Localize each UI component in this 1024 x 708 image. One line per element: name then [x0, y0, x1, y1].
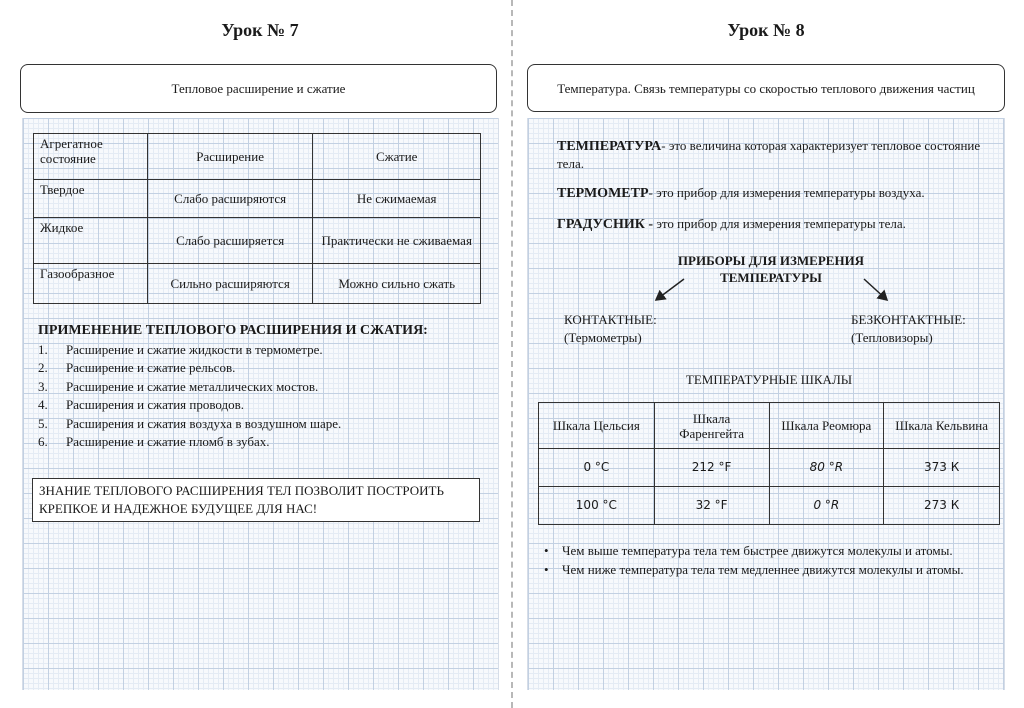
- definition-text: - это величина которая характеризует тепловое состояние тела.: [557, 138, 981, 171]
- list-item: Расширение и сжатие жидкости в термометре.: [66, 342, 323, 357]
- list-item: Расширения и сжатия проводов.: [66, 397, 245, 413]
- list-item: Расширения и сжатия воздуха в воздушном шаре.: [66, 415, 342, 431]
- lesson8-topic-box: Температура. Связь температуры со скоростью теплового движения частиц: [527, 64, 1005, 112]
- table-cell: Сильно расширяются: [147, 264, 313, 304]
- table-cell: Практически не сживаемая: [313, 218, 481, 264]
- header-cell: Агрегатное состояние: [34, 134, 148, 180]
- scales-table-header: [539, 403, 1000, 449]
- definition-text: - это прибор для измерения температуры воздуха.: [648, 185, 925, 200]
- arrow-left-icon: [656, 279, 684, 300]
- list-item: • Чем ниже температура тела тем медленнее движутся молекулы и атомы.: [562, 561, 1022, 578]
- table-cell: Можно сильно сжать: [313, 264, 481, 304]
- table-cell: 32 °F: [654, 487, 769, 525]
- list-item: Расширение и сжатие рельсов.: [66, 360, 236, 376]
- table-cell: 273 К: [884, 487, 1000, 525]
- table-cell: Слабо расширяется: [147, 218, 313, 264]
- table-cell: Жидкое: [34, 218, 148, 264]
- contactless-devices: [851, 311, 966, 347]
- list-item: Расширение и сжатие пломб в зубах.: [66, 434, 270, 450]
- table-cell: Не сжимаемая: [313, 180, 481, 218]
- knowledge-box: ЗНАНИЕ ТЕПЛОВОГО РАСШИРЕНИЯ ТЕЛ ПОЗВОЛИТ ПОСТРОИТЬ КРЕПКОЕ И НАДЕЖНОЕ БУДУЩЕЕ ДЛЯ НАС!: [32, 478, 480, 522]
- header-cell: Сжатие: [313, 134, 481, 180]
- contactless-label: БЕЗКОНТАКТНЫЕ:: [851, 312, 966, 327]
- header-cell: Шкала Кельвина: [884, 403, 1000, 449]
- table-cell: 0 °C: [539, 449, 655, 487]
- list-item: • Чем выше температура тела тем быстрее движутся молекулы и атомы.: [562, 542, 1022, 559]
- table-cell: 0 °R: [769, 487, 884, 525]
- devices-heading: ПРИБОРЫ ДЛЯ ИЗМЕРЕНИЯ ТЕМПЕРАТУРЫ: [677, 253, 865, 285]
- table-cell: 100 °C: [539, 487, 655, 525]
- contactless-example: (Тепловизоры): [851, 330, 933, 345]
- contact-example: (Термометры): [564, 330, 642, 345]
- facts-list: [540, 542, 1022, 580]
- table-cell: 212 °F: [654, 449, 769, 487]
- definition-term: ТЕМПЕРАТУРА: [557, 139, 662, 154]
- scales-title: ТЕМПЕРАТУРНЫЕ ШКАЛЫ: [685, 372, 853, 387]
- table-row: [539, 449, 1000, 487]
- table-cell: Газообразное: [34, 264, 148, 304]
- arrow-right-icon: [864, 279, 887, 300]
- table-cell: Твердое: [34, 180, 148, 218]
- applications-heading: ПРИМЕНЕНИЕ ТЕПЛОВОГО РАСШИРЕНИЯ И СЖАТИЯ:: [38, 323, 428, 338]
- table-cell: Слабо расширяются: [147, 180, 313, 218]
- list-item: Расширение и сжатие металлических мостов.: [66, 378, 319, 394]
- definition-term: ТЕРМОМЕТР: [557, 186, 649, 201]
- lesson8-title: Урок № 8: [727, 20, 805, 40]
- definition-term: ГРАДУСНИК -: [557, 217, 654, 232]
- table-cell: 80 °R: [769, 449, 884, 487]
- lesson7-topic-box: Тепловое расширение и сжатие: [20, 64, 497, 113]
- definition-text: это прибор для измерения температуры тела.: [653, 216, 906, 231]
- scales-table: [538, 402, 1000, 525]
- header-cell: Шкала Реомюра: [769, 403, 884, 449]
- header-cell: Шкала Фаренгейта: [654, 403, 769, 449]
- contact-devices: [564, 311, 657, 347]
- table-row: [539, 487, 1000, 525]
- header-cell: Расширение: [147, 134, 313, 180]
- header-cell: Шкала Цельсия: [539, 403, 655, 449]
- contact-label: КОНТАКТНЫЕ:: [564, 312, 657, 327]
- table-cell: 373 К: [884, 449, 1000, 487]
- lesson7-title: Урок № 7: [221, 20, 299, 40]
